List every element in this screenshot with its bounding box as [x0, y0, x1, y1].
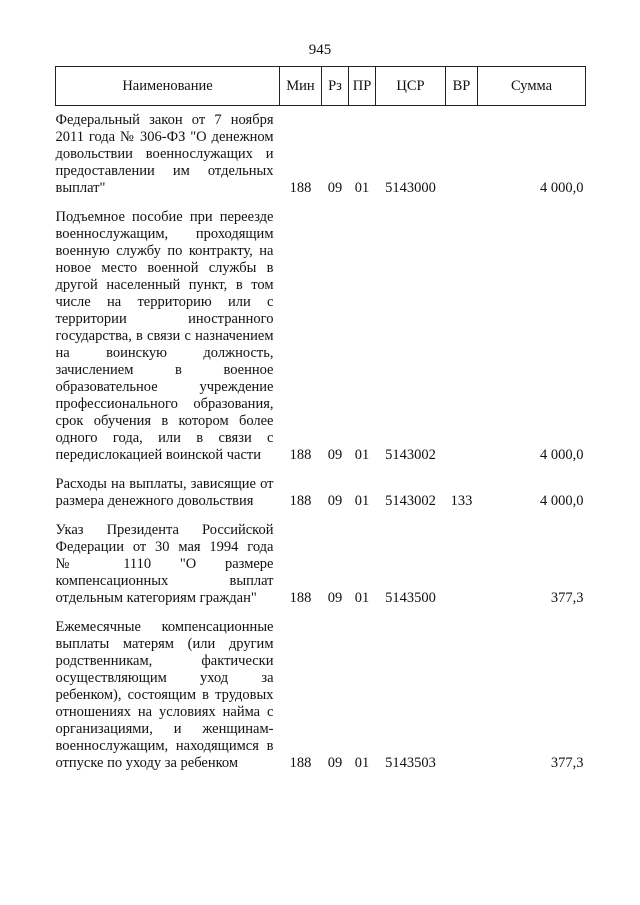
cell-min: 188 — [289, 493, 312, 509]
page-number: 945 — [308, 42, 332, 58]
cell-rz: 09 — [327, 590, 343, 606]
cell-vr — [446, 518, 478, 615]
table-row — [56, 472, 586, 518]
cell-min: 188 — [289, 755, 312, 771]
cell-rz: 09 — [327, 493, 343, 509]
cell-csr: 5143503 — [385, 755, 436, 771]
budget-table — [55, 66, 586, 780]
header-sum: Сумма — [478, 67, 586, 106]
cell-rz: 09 — [327, 755, 343, 771]
cell-pr: 01 — [354, 590, 370, 606]
cell-vr — [446, 615, 478, 780]
header-rz: Рз — [322, 67, 349, 106]
cell-min: 188 — [289, 590, 312, 606]
cell-name: Федеральный закон от 7 ноября 2011 года № 306-ФЗ "О денежном довольствии военнослужащих и предоставлении им отдельных выплат" — [55, 112, 274, 196]
cell-pr: 01 — [354, 447, 370, 463]
table-header-row — [56, 67, 586, 106]
table-row — [56, 615, 586, 780]
cell-pr: 01 — [354, 493, 370, 509]
table-row — [56, 518, 586, 615]
cell-csr: 5143002 — [385, 493, 436, 509]
header-vr: ВР — [446, 67, 478, 106]
cell-name: Расходы на выплаты, зависящие от размера денежного довольствия — [55, 476, 274, 509]
cell-pr: 01 — [354, 755, 370, 771]
cell-rz: 09 — [327, 447, 343, 463]
header-pr: ПР — [349, 67, 376, 106]
header-min: Мин — [280, 67, 322, 106]
cell-csr: 5143002 — [385, 447, 436, 463]
cell-vr — [446, 106, 478, 206]
cell-min: 188 — [289, 447, 312, 463]
cell-sum: 377,3 — [550, 755, 584, 771]
cell-sum: 377,3 — [550, 590, 584, 606]
cell-name: Подъемное пособие при переезде военнослужащим, проходящим военную службу по контракту, на новое место военной службы в другой населенный пункт, в том числе на территорию или с территории иностранного государства, в связи с назначением на воинскую должность, зачислением в военное образовательное учреждение профессионального образования, срок обучения в котором более одного года, или в связи с передислокацией воинской части — [55, 209, 274, 463]
table-row — [56, 205, 586, 472]
cell-sum: 4 000,0 — [540, 180, 584, 196]
header-csr: ЦСР — [376, 67, 446, 106]
cell-sum: 4 000,0 — [540, 493, 584, 509]
header-name: Наименование — [56, 67, 280, 106]
cell-pr: 01 — [354, 180, 370, 196]
cell-rz: 09 — [327, 180, 343, 196]
cell-csr: 5143500 — [385, 590, 436, 606]
cell-vr — [446, 205, 478, 472]
cell-min: 188 — [289, 180, 312, 196]
table-row — [56, 106, 586, 206]
cell-name: Ежемесячные компенсационные выплаты матерям (или другим родственникам, фактически осуществляющим уход за ребенком), состоящим в трудовых отношениях на условиях найма с организациями, и женщинам-военнослужащим, находящимся в отпуске по уходу за ребенком — [55, 619, 274, 771]
cell-csr: 5143000 — [385, 180, 436, 196]
cell-name: Указ Президента Российской Федерации от 30 мая 1994 года № 1110 "О размере компенсационных выплат отдельным категориям граждан" — [55, 522, 274, 606]
cell-sum: 4 000,0 — [540, 447, 584, 463]
cell-vr: 133 — [450, 493, 473, 509]
